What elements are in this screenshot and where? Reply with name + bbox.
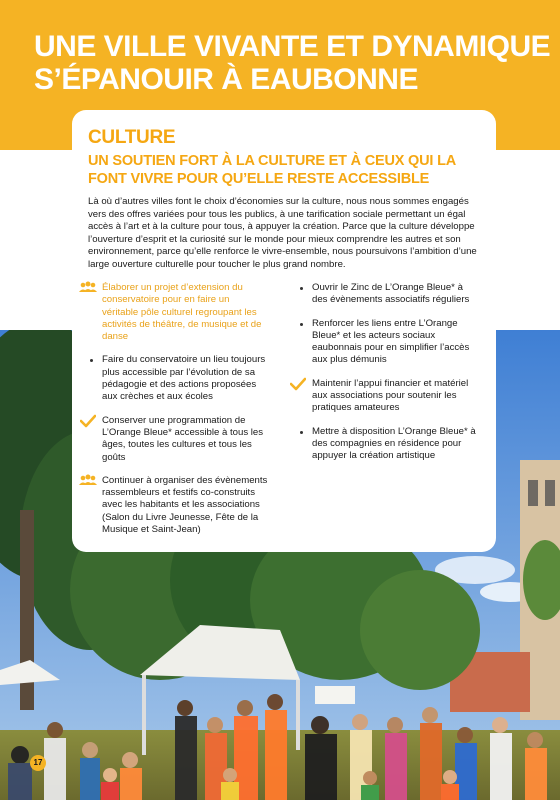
list-item-text: Élaborer un projet d’extension du conservatoire pour en faire un véritable pôle culturel regroupant les activités de théâtre, de musique et de danse [102, 282, 262, 343]
list-item [288, 426, 478, 463]
section-subtitle: UN SOUTIEN FORT À LA CULTURE ET À CEUX QUI LA FONT VIVRE POUR QU’ELLE RESTE ACCESSIBLE [88, 153, 456, 187]
section-title: CULTURE [88, 127, 176, 148]
check-icon [78, 415, 98, 429]
list-item-text: Renforcer les liens entre L’Orange Bleue* et les acteurs sociaux eaubonnais pour en simplifier l’accès aux plus démunis [312, 317, 470, 366]
page-title [34, 30, 554, 96]
list-item [288, 282, 478, 307]
list-item [78, 415, 268, 464]
list-item-text: Ouvrir le Zinc de L’Orange Bleue* à des évènements associatifs réguliers [312, 282, 470, 306]
list-item [78, 282, 268, 343]
bullet-icon [78, 354, 98, 368]
list-item [78, 475, 268, 536]
page-number: 17 [30, 755, 46, 771]
list-item [288, 318, 478, 367]
measures-left-column [78, 282, 268, 547]
intro-paragraph: Là où d’autres villes font le choix d’économies sur la culture, nous nous sommes engagés vers des offres variées pour tous les publics, à une tarification sociale permettant un égal accès à l’art et à la culture pour tous, à appuyer la création. Parce que la culture développe l’ouverture d’esprit et la curiosité sur le monde pour mieux comprendre les autres et son environnement, parce qu’elle renforce le vivre-ensemble, nous poursuivons l’ambition d’une large ouverture culturelle pour toucher le plus grand nombre. [88, 196, 477, 270]
page-title-line-2: S’ÉPANOUIR À EAUBONNE [34, 63, 418, 96]
people-icon [78, 282, 98, 296]
bullet-icon [288, 282, 308, 296]
measures-right-column [288, 282, 478, 474]
people-icon [78, 475, 98, 489]
list-item-text: Faire du conservatoire un lieu toujours plus accessible par l’évolution de sa pédagogie et des actions proposées aux crèches et aux écoles [102, 354, 266, 403]
list-item-text: Mettre à disposition L’Orange Bleue* à des compagnies en résidence pour appuyer la création artistique [312, 425, 476, 462]
list-item-text: Maintenir l’appui financier et matériel aux associations pour soutenir les pratiques amateures [312, 377, 469, 414]
bullet-icon [288, 318, 308, 332]
culture-card [72, 110, 496, 552]
bullet-icon [288, 426, 308, 440]
check-icon [288, 378, 308, 392]
list-item-text: Conserver une programmation de L’Orange Bleue* accessible à tous les âges, toutes les cultures et tous les goûts [102, 414, 264, 463]
page-title-line-1: UNE VILLE VIVANTE ET DYNAMIQUE [34, 30, 551, 63]
list-item-text: Continuer à organiser des évènements rassembleurs et festifs co-construits avec les habitants et les associations (Salon du Livre Jeunesse, Fête de la Musique et Saint-Jean) [102, 474, 268, 536]
list-item [288, 378, 478, 415]
list-item [78, 354, 268, 403]
